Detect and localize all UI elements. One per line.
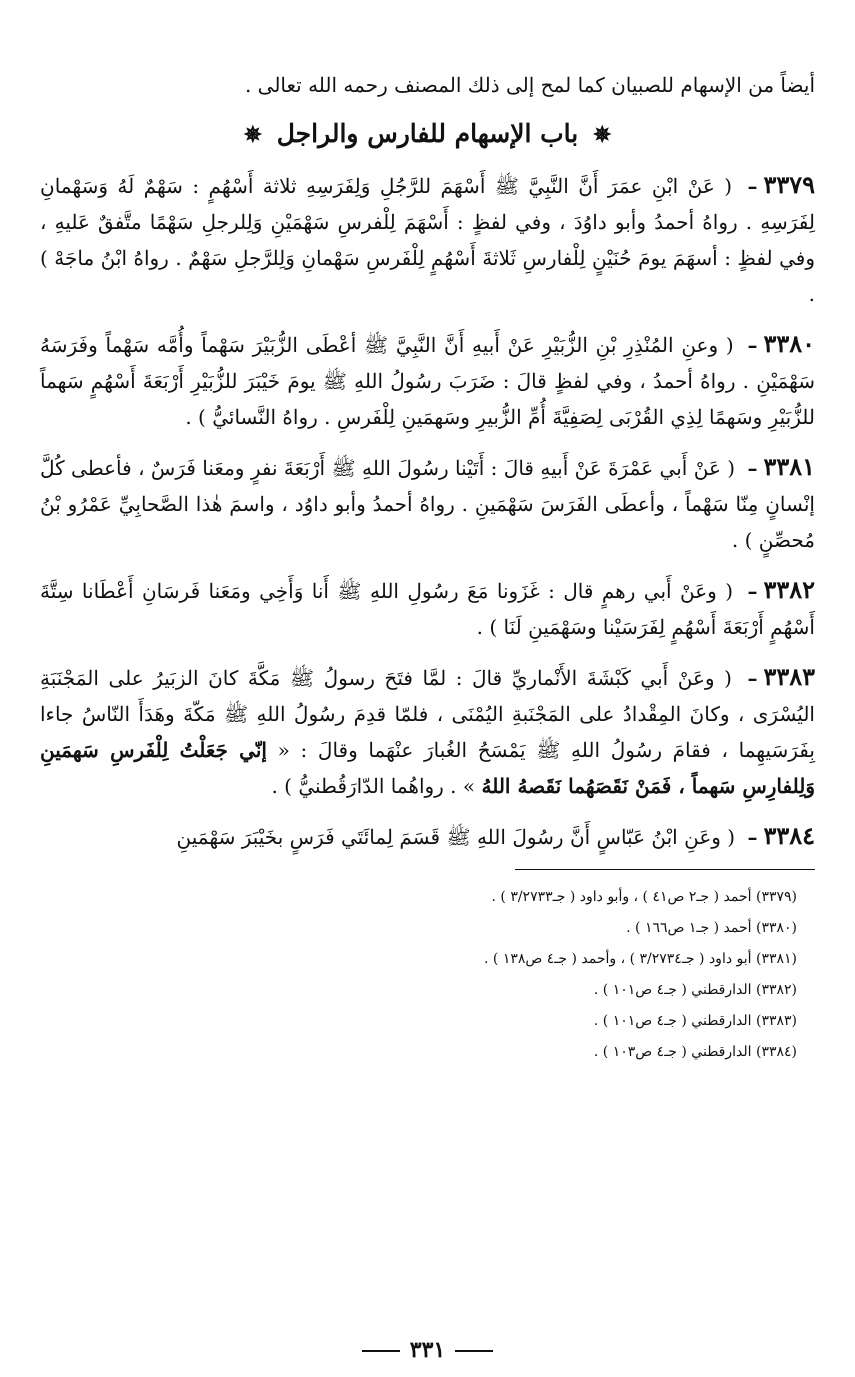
star-ornament-icon: ✵ <box>592 122 612 148</box>
footnote-divider <box>515 869 815 870</box>
hadith-text: ( عَنْ ابْنِ عمَرَ أَنَّ النَّبِيَّ ﷺ أَسْهَمَ للرَّجُلِ وَلِفَرَسِهِ ثلاثة أَسْهُمٍ : سَهْمٌ لَهُ وَسَهْمانِ لِفَرَسِهِ . رواهُ أحمدُ وأبو داوُدَ ، وفي لفظٍ : أَسْهَمَ لِلْفرسِ سَهْمَيْنِ وَلِلرجلِ سَهْمًا متَّفقٌ عَليهِ ، وفي لفظٍ : أسهَمَ يومَ حُنَيْنٍ لِلْفارسِ ثَلاثةَ أَسْهُمٍ لِلْفَرسِ سَهْمانِ وَلِلرَّجلِ سَهْمٌ . رواهُ ابْنُ ماجَهْ ) . <box>40 174 815 306</box>
page-number-bar <box>455 1350 493 1352</box>
hadith-text: ( عَنْ أَبي عَمْرَةَ عَنْ أَبيهِ قالَ : أَتَيْنا رسُولَ اللهِ ﷺ أَرْبَعَةَ نفرٍ ومعَنا فَرَسٌ ، فأعطى كُلَّ إنْسانٍ مِنّا سَهْماً ، وأعطَى الفَرَسَ سَهْمَينِ . رواهُ أحمدُ وأبو داوُد ، واسمَ هٰذا الصَّحابِيِّ عَمْرُو بْنُ مُحصِّنٍ ) . <box>40 456 815 552</box>
page-number-bar <box>362 1350 400 1352</box>
hadith-number: ٣٣٨٢ <box>763 575 815 604</box>
footnotes <box>40 882 815 1068</box>
page-number-footer <box>0 1336 855 1364</box>
hadith-3380: ٣٣٨٠– ( وعنِ المُنْذِرِ بْنِ الزُّبَيْرِ عَنْ أَبيهِ أَنَّ النَّبِيَّ ﷺ أعْطَى الزُّبَيْرَ سَهْماً وأُمَّه سَهْماً وفَرَسَهُ سَهْمَيْنِ . رواهُ أحمدُ ، وفي لفظٍ قالَ : ضَرَبَ رسُولُ اللهِ ﷺ يومَ خَيْبَرَ للزُّبَيْرِ أَرْبَعَةَ أَسْهُمٍ سَهماً للزُّبَيْرِ وسَهمًا لِذِي القُرْبَى لِصَفِيَّةَ أُمِّ الزُّبيرِ وسَهمَينِ لِلْفَرسِ . رواهُ النَّسائيُّ ) . <box>40 329 815 429</box>
hadith-text-after: » . رواهُما الدّارَقُطنيُّ ) . <box>271 774 476 798</box>
hadith-quote: إنّي جَعَلْتُ لِلْفَرسِ سَهمَينِ وَلِلفارِسِ سَهماً ، فَمَنْ نَقَصَهُما نَقَصهُ اللهُ <box>40 738 815 798</box>
footnote-item: (٣٣٨٢) الدارقطني ( جـ٤ ص١٠١ ) . <box>593 982 797 998</box>
page-number: ٣٣١ <box>409 1337 446 1363</box>
hadith-3379: ٣٣٧٩– ( عَنْ ابْنِ عمَرَ أَنَّ النَّبِيَّ ﷺ أَسْهَمَ للرَّجُلِ وَلِفَرَسِهِ ثلاثة أَسْهُمٍ : سَهْمٌ لَهُ وَسَهْمانِ لِفَرَسِهِ . رواهُ أحمدُ وأبو داوُدَ ، وفي لفظٍ : أَسْهَمَ لِلْفرسِ سَهْمَيْنِ وَلِلرجلِ سَهْمًا متَّفقٌ عَليهِ ، وفي لفظٍ : أسهَمَ يومَ حُنَيْنٍ لِلْفارسِ ثَلاثةَ أَسْهُمٍ لِلْفَرسِ سَهْمانِ وَلِلرَّجلِ سَهْمٌ . رواهُ ابْنُ ماجَهْ ) . <box>40 170 816 306</box>
footnote-item: (٣٣٨٠) أحمد ( جـ١ ص١٦٦ ) . <box>626 920 797 936</box>
intro-text: أيضاً من الإسهام للصبيان كما لمح إلى ذلك المصنف رحمه الله تعالى . <box>244 73 815 97</box>
hadith-text: ( وعنِ المُنْذِرِ بْنِ الزُّبَيْرِ عَنْ أَبيهِ أَنَّ النَّبِيَّ ﷺ أعْطَى الزُّبَيْرَ سَهْماً وأُمَّه سَهْماً وفَرَسَهُ سَهْمَيْنِ . رواهُ أحمدُ ، وفي لفظٍ قالَ : ضَرَبَ رسُولُ اللهِ ﷺ يومَ خَيْبَرَ للزُّبَيْرِ أَرْبَعَةَ أَسْهُمٍ سَهماً للزُّبَيْرِ وسَهمًا لِذِي القُرْبَى لِصَفِيَّةَ أُمِّ الزُّبيرِ وسَهمَينِ لِلْفَرسِ . رواهُ النَّسائيُّ ) . <box>40 333 815 429</box>
page-body <box>40 50 815 1068</box>
hadith-number: ٣٣٨٣ <box>763 662 816 691</box>
chapter-heading <box>40 114 815 155</box>
footnote-item: (٣٣٧٩) أحمد ( جـ٢ ص٤١ ) ، وأبو داود ( جـ٣/٢٧٣٣ ) . <box>491 889 797 905</box>
hadith-text: ( وعَنِ ابْنُ عَبّاسٍ أَنَّ رسُولَ اللهِ ﷺ قَسَمَ لِمائَتَي فَرَسٍ بخَيْبَرَ سَهْمَينِ <box>176 825 736 849</box>
hadith-3383: ٣٣٨٣– ( وعَنْ أَبي كَبْشَةَ الأَنْماريِّ قالَ : لمَّا فتَحَ رسولُ ﷺ مَكَّةَ كانَ الزبَيرُ على المَجْنَبَةِ اليُسْرَى ، وكانَ المِقْدادُ على المَجْنَبةِ اليُمْنَى ، فلمّا قدِمَ رسُولُ اللهِ ﷺ مَكّةَ وهَدَأَ النّاسُ جاءا بِفَرَسَيهِما ، فقامَ رسُولُ اللهِ ﷺ يَمْسَحُ الغُبارَ عنْهَما وقالَ : « إنّي جَعَلْتُ لِلْفَرسِ سَهمَينِ وَلِلفارِسِ سَهماً ، فَمَنْ نَقَصَهُما نَقَصهُ اللهُ » . رواهُما الدّارَقُطنيُّ ) . <box>40 662 816 798</box>
hadith-3381: ٣٣٨١– ( عَنْ أَبي عَمْرَةَ عَنْ أَبيهِ قالَ : أَتَيْنا رسُولَ اللهِ ﷺ أَرْبَعَةَ نفرٍ ومعَنا فَرَسٌ ، فأعطى كُلَّ إنْسانٍ مِنّا سَهْماً ، وأعطَى الفَرَسَ سَهْمَينِ . رواهُ أحمدُ وأبو داوُد ، واسمَ هٰذا الصَّحابِيِّ عَمْرُو بْنُ مُحصِّنٍ ) . <box>40 452 816 552</box>
hadith-text: ( وعَنْ أَبي كَبْشَةَ الأَنْماريِّ قالَ : لمَّا فتَحَ رسولُ ﷺ مَكَّةَ كانَ الزبَيرُ على المَجْنَبَةِ اليُسْرَى ، وكانَ المِقْدادُ على المَجْنَبةِ اليُمْنَى ، فلمّا قدِمَ رسُولُ اللهِ ﷺ مَكّةَ وهَدَأَ النّاسُ جاءا بِفَرَسَيهِما ، فقامَ رسُولُ اللهِ ﷺ يَمْسَحُ الغُبارَ عنْهَما وقالَ : « <box>40 666 815 762</box>
star-ornament-icon: ✵ <box>243 122 263 148</box>
hadith-3382: ٣٣٨٢– ( وعَنْ أَبي رهمٍ قال : غَزَونا مَعَ رسُولِ اللهِ ﷺ أَنا وَأَخِي ومَعَنا فَرسَانِ أَعْطَانا سِتَّةَ أَسْهُمٍ أَرْبَعَةَ أَسْهُمٍ لِفَرَسَيْنا وسَهْمَينِ لَنَا ) . <box>40 575 815 639</box>
hadith-number: ٣٣٨١ <box>763 452 816 481</box>
chapter-title: باب الإسهام للفارس والراجل <box>276 119 579 148</box>
footnote-item: (٣٣٨١) أبو داود ( جـ٣/٢٧٣٤ ) ، وأحمد ( جـ٤ ص١٣٨ ) . <box>484 951 797 967</box>
hadith-number: ٣٣٨٠ <box>763 329 815 358</box>
footnote-item: (٣٣٨٣) الدارقطني ( جـ٤ ص١٠١ ) . <box>593 1013 797 1029</box>
hadith-number: ٣٣٨٤ <box>763 821 815 850</box>
hadith-number: ٣٣٧٩ <box>763 170 816 199</box>
footnote-item: (٣٣٨٤) الدارقطني ( جـ٤ ص١٠٣ ) . <box>593 1044 797 1060</box>
hadith-text: ( وعَنْ أَبي رهمٍ قال : غَزَونا مَعَ رسُولِ اللهِ ﷺ أَنا وَأَخِي ومَعَنا فَرسَانِ أَعْطَانا سِتَّةَ أَسْهُمٍ أَرْبَعَةَ أَسْهُمٍ لِفَرَسَيْنا وسَهْمَينِ لَنَا ) . <box>40 579 815 639</box>
hadith-3384: ٣٣٨٤– ( وعَنِ ابْنُ عَبّاسٍ أَنَّ رسُولَ اللهِ ﷺ قَسَمَ لِمائَتَي فَرَسٍ بخَيْبَرَ سَهْمَينِ <box>176 821 815 850</box>
